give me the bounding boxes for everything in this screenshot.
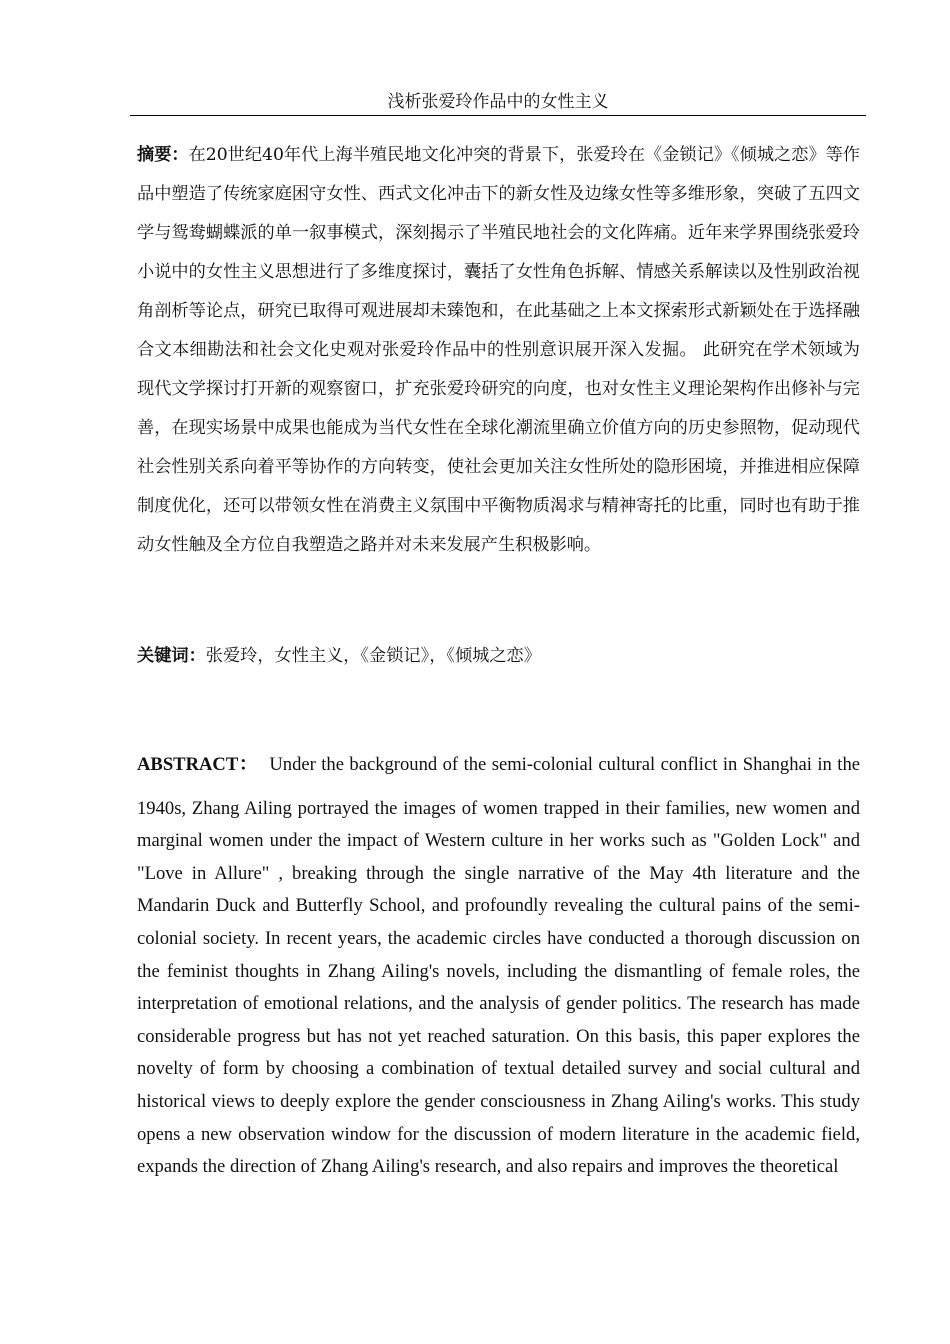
chinese-abstract-label: 摘要： xyxy=(137,145,189,165)
chinese-keywords xyxy=(137,640,860,672)
chinese-keywords-text: 张爱玲，女性主义，《金锁记》，《倾城之恋》 xyxy=(205,646,541,666)
header-rule xyxy=(130,115,866,116)
english-abstract-label: ABSTRACT： xyxy=(137,754,259,775)
english-abstract xyxy=(137,749,860,1184)
english-abstract-first-line xyxy=(137,749,860,782)
english-abstract-opening: Under the background of the semi-colonial cultural conflict in Shanghai in the xyxy=(269,754,861,775)
chinese-abstract-text: 在20世纪40年代上海半殖民地文化冲突的背景下，张爱玲在《金锁记》《倾城之恋》等作品中塑造了传统家庭困守女性、西式文化冲击下的新女性及边缘女性等多维形象，突破了五四文学与鸳鸯蝴蝶派的单一叙事模式，深刻揭示了半殖民地社会的文化阵痛。近年来学界围绕张爱玲小说中的女性主义思想进行了多维度探讨，囊括了女性角色拆解、情感关系解读以及性别政治视角剖析等论点，研究已取得可观进展却未臻饱和，在此基础之上本文探索形式新颖处在于选择融合文本细勘法和社会文化史观对张爱玲作品中的性别意识展开深入发掘。 此研究在学术领域为现代文学探讨打开新的观察窗口，扩充张爱玲研究的向度，也对女性主义理论架构作出修补与完善，在现实场景中成果也能成为当代女性在全球化潮流里确立价值方向的历史参照物，促动现代社会性别关系向着平等协作的方向转变，使社会更加关注女性所处的隐形困境，并推进相应保障制度优化，还可以带领女性在消费主义氛围中平衡物质渴求与精神寄托的比重，同时也有助于推动女性触及全方位自我塑造之路并对未来发展产生积极影响。 xyxy=(137,145,860,555)
english-abstract-text: 1940s, Zhang Ailing portrayed the images of women trapped in their families, new women and marginal women under the impact of Western culture in her works such as "Golden Lock" and "Love in Allure" , breaking through the single narrative of the May 4th literature and the Mandarin Duck and Butterfly School, and profoundly revealing the cultural pains of the semi-colonial society. In recent years, the academic circles have conducted a thorough discussion on the feminist thoughts in Zhang Ailing's novels, including the dismantling of female roles, the interpretation of emotional relations, and the analysis of gender politics. The research has made considerable progress but has not yet reached saturation. On this basis, this paper explores the novelty of form by choosing a combination of textual detailed survey and social cultural and historical views to deeply explore the gender consciousness in Zhang Ailing's works. This study opens a new observation window for the discussion of modern literature in the academic field, expands the direction of Zhang Ailing's research, and also repairs and improves the theoretical xyxy=(137,797,860,1178)
chinese-abstract xyxy=(137,136,860,565)
running-header-title: 浅析张爱玲作品中的女性主义 xyxy=(387,92,609,112)
chinese-keywords-label: 关键词： xyxy=(137,646,206,666)
